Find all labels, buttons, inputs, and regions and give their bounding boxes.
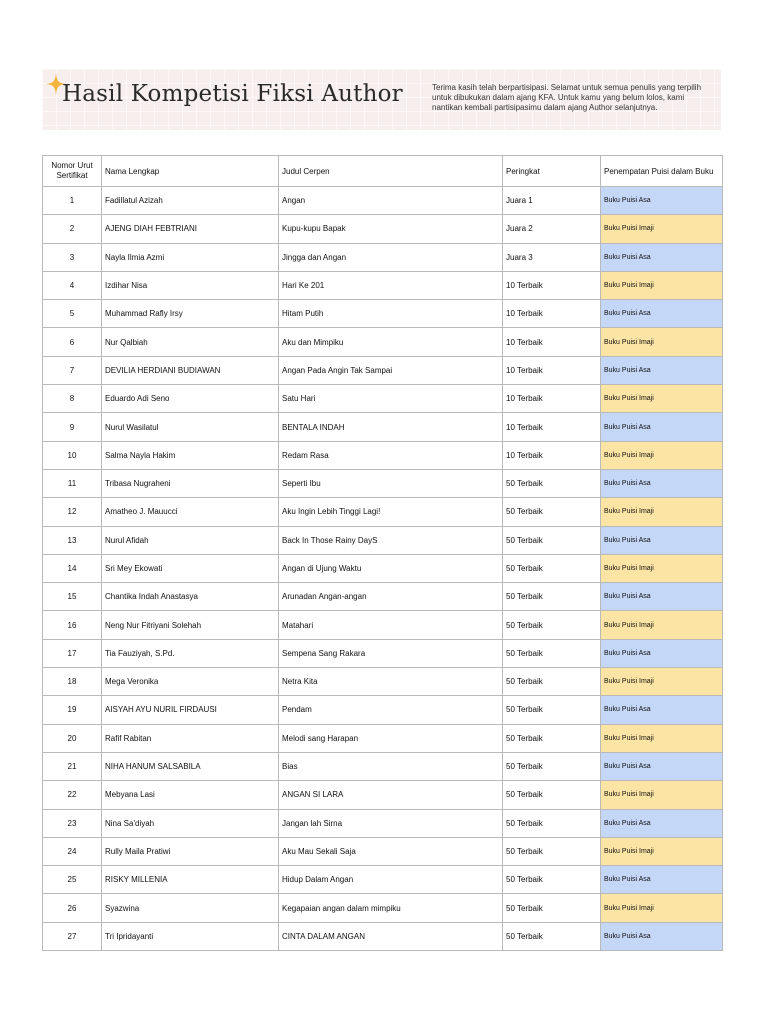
cell-rank: 10 Terbaik	[503, 356, 601, 384]
cell-title: BENTALA INDAH	[279, 413, 503, 441]
cell-title: Matahari	[279, 611, 503, 639]
cell-number: 25	[43, 866, 102, 894]
header-note: Terima kasih telah berpartisipasi. Selamat untuk semua penulis yang terpilih untuk dibukukan dalam ajang KFA. Untuk kamu yang belum lolos, kami nantikan kembali partisipasimu dalam ajang Author selanjutnya.	[432, 83, 702, 112]
cell-number: 6	[43, 328, 102, 356]
table-row	[43, 526, 723, 554]
cell-name: Mebyana Lasi	[102, 781, 279, 809]
cell-name: Mega Veronika	[102, 668, 279, 696]
table-row	[43, 922, 723, 950]
cell-rank: 50 Terbaik	[503, 809, 601, 837]
page-title: Hasil Kompetisi Fiksi Author	[62, 81, 403, 107]
cell-title: Satu Hari	[279, 385, 503, 413]
cell-title: Pendam	[279, 696, 503, 724]
cell-rank: 50 Terbaik	[503, 752, 601, 780]
cell-name: Sri Mey Ekowati	[102, 554, 279, 582]
cell-title: Kupu-kupu Bapak	[279, 215, 503, 243]
cell-name: AJENG DIAH FEBTRIANI	[102, 215, 279, 243]
cell-rank: Juara 3	[503, 243, 601, 271]
cell-number: 2	[43, 215, 102, 243]
cell-name: Neng Nur Fitriyani Solehah	[102, 611, 279, 639]
cell-number: 15	[43, 583, 102, 611]
table-body	[43, 187, 723, 951]
cell-rank: 50 Terbaik	[503, 498, 601, 526]
cell-placement: Buku Puisi Imaji	[601, 611, 723, 639]
cell-number: 12	[43, 498, 102, 526]
table-row	[43, 215, 723, 243]
cell-name: Syazwina	[102, 894, 279, 922]
cell-rank: 10 Terbaik	[503, 413, 601, 441]
cell-name: Fadillatul Azizah	[102, 187, 279, 215]
cell-name: Eduardo Adi Seno	[102, 385, 279, 413]
cell-title: Melodi sang Harapan	[279, 724, 503, 752]
cell-rank: 50 Terbaik	[503, 583, 601, 611]
table-row	[43, 328, 723, 356]
cell-rank: 50 Terbaik	[503, 922, 601, 950]
column-header-rank: Peringkat	[503, 156, 601, 187]
table-row	[43, 469, 723, 497]
cell-rank: 50 Terbaik	[503, 781, 601, 809]
table-row	[43, 837, 723, 865]
cell-name: DEVILIA HERDIANI BUDIAWAN	[102, 356, 279, 384]
cell-rank: Juara 2	[503, 215, 601, 243]
cell-rank: 50 Terbaik	[503, 554, 601, 582]
cell-rank: 50 Terbaik	[503, 696, 601, 724]
cell-number: 3	[43, 243, 102, 271]
cell-placement: Buku Puisi Asa	[601, 866, 723, 894]
cell-placement: Buku Puisi Asa	[601, 809, 723, 837]
cell-title: Jingga dan Angan	[279, 243, 503, 271]
cell-number: 27	[43, 922, 102, 950]
cell-rank: 10 Terbaik	[503, 300, 601, 328]
cell-title: Angan di Ujung Waktu	[279, 554, 503, 582]
cell-name: Rafif Rabitan	[102, 724, 279, 752]
table-row	[43, 300, 723, 328]
cell-name: Tia Fauziyah, S.Pd.	[102, 639, 279, 667]
cell-name: Tribasa Nugraheni	[102, 469, 279, 497]
cell-placement: Buku Puisi Asa	[601, 639, 723, 667]
cell-placement: Buku Puisi Imaji	[601, 441, 723, 469]
cell-number: 18	[43, 668, 102, 696]
cell-name: Nur Qalbiah	[102, 328, 279, 356]
cell-title: Jangan lah Sirna	[279, 809, 503, 837]
table-row	[43, 724, 723, 752]
header-banner	[42, 69, 721, 130]
cell-name: Izdihar Nisa	[102, 271, 279, 299]
cell-number: 24	[43, 837, 102, 865]
table-row	[43, 413, 723, 441]
cell-placement: Buku Puisi Imaji	[601, 385, 723, 413]
cell-number: 16	[43, 611, 102, 639]
cell-number: 9	[43, 413, 102, 441]
cell-title: Hidup Dalam Angan	[279, 866, 503, 894]
cell-rank: 50 Terbaik	[503, 724, 601, 752]
cell-title: Aku Ingin Lebih Tinggi Lagi!	[279, 498, 503, 526]
cell-number: 10	[43, 441, 102, 469]
cell-rank: 10 Terbaik	[503, 441, 601, 469]
cell-name: Nurul Wasilatul	[102, 413, 279, 441]
table-header-row	[43, 156, 723, 187]
table-row	[43, 866, 723, 894]
cell-placement: Buku Puisi Asa	[601, 922, 723, 950]
cell-number: 13	[43, 526, 102, 554]
cell-placement: Buku Puisi Asa	[601, 413, 723, 441]
cell-placement: Buku Puisi Imaji	[601, 328, 723, 356]
column-header-name: Nama Lengkap	[102, 156, 279, 187]
cell-name: RISKY MILLENIA	[102, 866, 279, 894]
table-row	[43, 809, 723, 837]
cell-title: Bias	[279, 752, 503, 780]
cell-placement: Buku Puisi Imaji	[601, 894, 723, 922]
table-row	[43, 752, 723, 780]
cell-name: Nayla Ilmia Azmi	[102, 243, 279, 271]
cell-title: Angan	[279, 187, 503, 215]
cell-name: Rully Maila Pratiwi	[102, 837, 279, 865]
cell-placement: Buku Puisi Imaji	[601, 724, 723, 752]
cell-placement: Buku Puisi Imaji	[601, 271, 723, 299]
cell-number: 7	[43, 356, 102, 384]
cell-number: 21	[43, 752, 102, 780]
cell-number: 11	[43, 469, 102, 497]
table-row	[43, 894, 723, 922]
cell-placement: Buku Puisi Imaji	[601, 781, 723, 809]
table-row	[43, 356, 723, 384]
cell-title: Redam Rasa	[279, 441, 503, 469]
cell-title: Sempena Sang Rakara	[279, 639, 503, 667]
results-table	[42, 155, 723, 951]
cell-title: Aku Mau Sekali Saja	[279, 837, 503, 865]
cell-rank: 50 Terbaik	[503, 668, 601, 696]
column-header-title: Judul Cerpen	[279, 156, 503, 187]
cell-placement: Buku Puisi Imaji	[601, 837, 723, 865]
cell-rank: Juara 1	[503, 187, 601, 215]
cell-rank: 10 Terbaik	[503, 271, 601, 299]
cell-rank: 50 Terbaik	[503, 611, 601, 639]
cell-placement: Buku Puisi Asa	[601, 243, 723, 271]
cell-title: Angan Pada Angin Tak Sampai	[279, 356, 503, 384]
cell-number: 19	[43, 696, 102, 724]
cell-name: Nurul Afidah	[102, 526, 279, 554]
table-row	[43, 441, 723, 469]
cell-placement: Buku Puisi Asa	[601, 356, 723, 384]
table-row	[43, 668, 723, 696]
cell-placement: Buku Puisi Imaji	[601, 554, 723, 582]
cell-number: 17	[43, 639, 102, 667]
cell-title: Seperti Ibu	[279, 469, 503, 497]
table-row	[43, 611, 723, 639]
cell-name: Amatheo J. Mauucci	[102, 498, 279, 526]
cell-placement: Buku Puisi Asa	[601, 469, 723, 497]
table-row	[43, 187, 723, 215]
column-header-number: Nomor Urut Sertifikat	[43, 156, 102, 187]
table-row	[43, 243, 723, 271]
table-row	[43, 583, 723, 611]
table-row	[43, 385, 723, 413]
cell-title: Kegapaian angan dalam mimpiku	[279, 894, 503, 922]
cell-number: 8	[43, 385, 102, 413]
cell-placement: Buku Puisi Imaji	[601, 498, 723, 526]
cell-name: Chantika Indah Anastasya	[102, 583, 279, 611]
cell-title: Hari Ke 201	[279, 271, 503, 299]
cell-number: 22	[43, 781, 102, 809]
cell-number: 26	[43, 894, 102, 922]
cell-number: 4	[43, 271, 102, 299]
cell-placement: Buku Puisi Imaji	[601, 215, 723, 243]
table-row	[43, 696, 723, 724]
cell-number: 14	[43, 554, 102, 582]
cell-number: 20	[43, 724, 102, 752]
cell-placement: Buku Puisi Asa	[601, 583, 723, 611]
table-row	[43, 271, 723, 299]
cell-name: Tri Ipridayanti	[102, 922, 279, 950]
cell-placement: Buku Puisi Asa	[601, 300, 723, 328]
cell-placement: Buku Puisi Asa	[601, 526, 723, 554]
cell-title: Aku dan Mimpiku	[279, 328, 503, 356]
cell-title: Hitam Putih	[279, 300, 503, 328]
cell-number: 23	[43, 809, 102, 837]
column-header-placement: Penempatan Puisi dalam Buku	[601, 156, 723, 187]
cell-title: Back In Those Rainy DayS	[279, 526, 503, 554]
cell-placement: Buku Puisi Asa	[601, 752, 723, 780]
cell-title: Netra Kita	[279, 668, 503, 696]
cell-rank: 10 Terbaik	[503, 385, 601, 413]
cell-title: ANGAN SI LARA	[279, 781, 503, 809]
table-row	[43, 781, 723, 809]
table-row	[43, 498, 723, 526]
cell-rank: 10 Terbaik	[503, 328, 601, 356]
cell-number: 5	[43, 300, 102, 328]
cell-name: Salma Nayla Hakim	[102, 441, 279, 469]
cell-placement: Buku Puisi Asa	[601, 187, 723, 215]
cell-rank: 50 Terbaik	[503, 469, 601, 497]
cell-placement: Buku Puisi Asa	[601, 696, 723, 724]
cell-name: NIHA HANUM SALSABILA	[102, 752, 279, 780]
cell-name: Muhammad Rafly Irsy	[102, 300, 279, 328]
table-row	[43, 639, 723, 667]
cell-rank: 50 Terbaik	[503, 526, 601, 554]
cell-title: CINTA DALAM ANGAN	[279, 922, 503, 950]
cell-name: Nina Sa'diyah	[102, 809, 279, 837]
cell-rank: 50 Terbaik	[503, 639, 601, 667]
cell-placement: Buku Puisi Imaji	[601, 668, 723, 696]
table-row	[43, 554, 723, 582]
cell-name: AISYAH AYU NURIL FIRDAUSI	[102, 696, 279, 724]
cell-title: Arunadan Angan-angan	[279, 583, 503, 611]
cell-rank: 50 Terbaik	[503, 866, 601, 894]
cell-rank: 50 Terbaik	[503, 837, 601, 865]
cell-number: 1	[43, 187, 102, 215]
cell-rank: 50 Terbaik	[503, 894, 601, 922]
